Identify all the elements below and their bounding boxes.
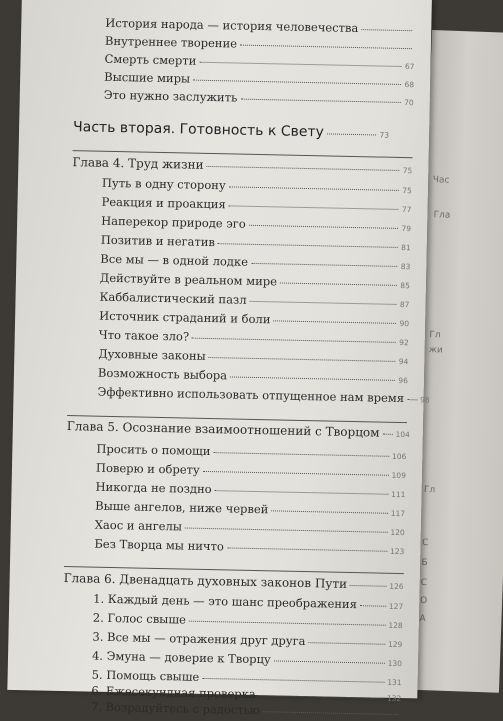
dot-leader [192,338,396,343]
dot-leader [215,490,389,495]
dot-leader [185,528,387,533]
facing-fragment: жи [428,345,443,356]
toc-entry: Духовные законы 94 [98,346,409,367]
toc-entry: Эффективно использовать отпущенное нам время 98 [97,384,430,406]
chapter-heading: Глава 5. Осознание взаимоотношений с Творцом 104 [66,419,410,440]
dot-leader [249,225,399,229]
dot-leader [263,711,398,715]
toc-entry: Реакция и проакция 77 [101,194,412,215]
dot-leader [218,243,398,248]
facing-fragment: С [421,537,429,549]
dot-leader [250,301,397,305]
dot-leader [199,62,402,67]
facing-fragment: Гл [429,330,441,341]
dot-leader [209,357,396,362]
dot-leader [273,320,396,324]
toc-entry: Никогда не поздно 111 [95,479,406,500]
toc-entry: Поверю и обрету 109 [95,460,407,481]
facing-fragment: О [419,595,428,607]
dot-leader [350,585,386,587]
dot-leader [271,510,387,513]
toc-entry: Позитив и негатив 81 [100,232,411,253]
dot-leader [240,45,412,50]
dot-leader [202,678,384,683]
dot-leader [227,547,387,551]
toc-entry: История народа — история человечества [21,14,431,37]
dot-leader [259,695,384,699]
book-page [7,0,432,718]
toc-entry: Все мы — в одной лодке 83 [100,251,411,272]
toc-entry: 3. Все мы — отражения друг друга 129 [92,629,403,650]
dot-leader [251,263,398,267]
dot-leader [407,399,417,400]
chapter-heading: Глава 4. Труд жизни 75 [72,155,413,176]
toc-entry: 7. Возрадуйтесь с радостью [7,698,417,721]
toc-entry: Высшие миры 68 [104,69,415,90]
toc-entry: Путь в одну сторону 75 [101,175,412,196]
toc-entry: Что такое зло? 92 [98,327,409,348]
toc-entry: 2. Голос свыше 128 [92,610,403,631]
toc-entry: Без Творца мы ничто 123 [94,536,405,557]
table-of-contents [7,0,432,718]
dot-leader [193,80,401,85]
toc-entry: Это нужно заслужить 70 [103,87,414,108]
dot-leader [207,166,400,171]
facing-fragment: Час [432,175,450,186]
dot-leader [230,376,395,380]
toc-entry: 6. Ежесекундная проверка 132 [91,683,402,704]
dot-leader [213,452,389,457]
facing-fragment: А [419,613,426,625]
dot-leader [189,621,386,626]
dot-leader [229,186,400,191]
chapter-heading: Глава 6. Двенадцать духовных законов Пути 126 [63,571,404,592]
dot-leader [308,642,385,645]
dot-leader [360,605,386,607]
facing-fragment: С [420,577,428,589]
toc-entry: 4. Эмуна — доверие к Творцу 130 [91,648,403,669]
facing-fragment: Гла [433,210,451,221]
facing-fragment: Гл [423,485,436,496]
dot-leader [229,205,399,210]
toc-entry: Наперекор природе эго 79 [101,213,412,234]
toc-entry: Возможность выбора 96 [97,365,408,386]
dot-leader [203,471,389,476]
toc-entry: Хаос и ангелы 120 [94,517,405,538]
toc-entry: Просить о помощи 106 [96,441,407,462]
toc-entry: Действуйте в реальном мире 85 [99,270,410,291]
dot-leader [383,434,393,435]
toc-entry: Каббалистический пазл 87 [99,289,410,310]
dot-leader [361,29,412,31]
toc-entry: Смерть смерти 67 [104,51,415,72]
toc-entry: Выше ангелов, ниже червей 117 [95,498,406,519]
toc-entry: 1. Каждый день — это шанс преображения 127 [93,591,404,612]
toc-entry: 5. Помощь свыше 131 [91,667,402,688]
dot-leader [280,282,397,285]
dot-leader [240,99,401,103]
dot-leader [327,133,377,135]
facing-fragment: Б [421,557,428,569]
part-heading: Часть вторая. Готовность к Свету 73 [72,119,390,141]
dot-leader [274,660,385,663]
toc-entry: Внутреннее творение [21,32,431,55]
toc-entry: Источник страданий и боли 90 [99,308,410,329]
